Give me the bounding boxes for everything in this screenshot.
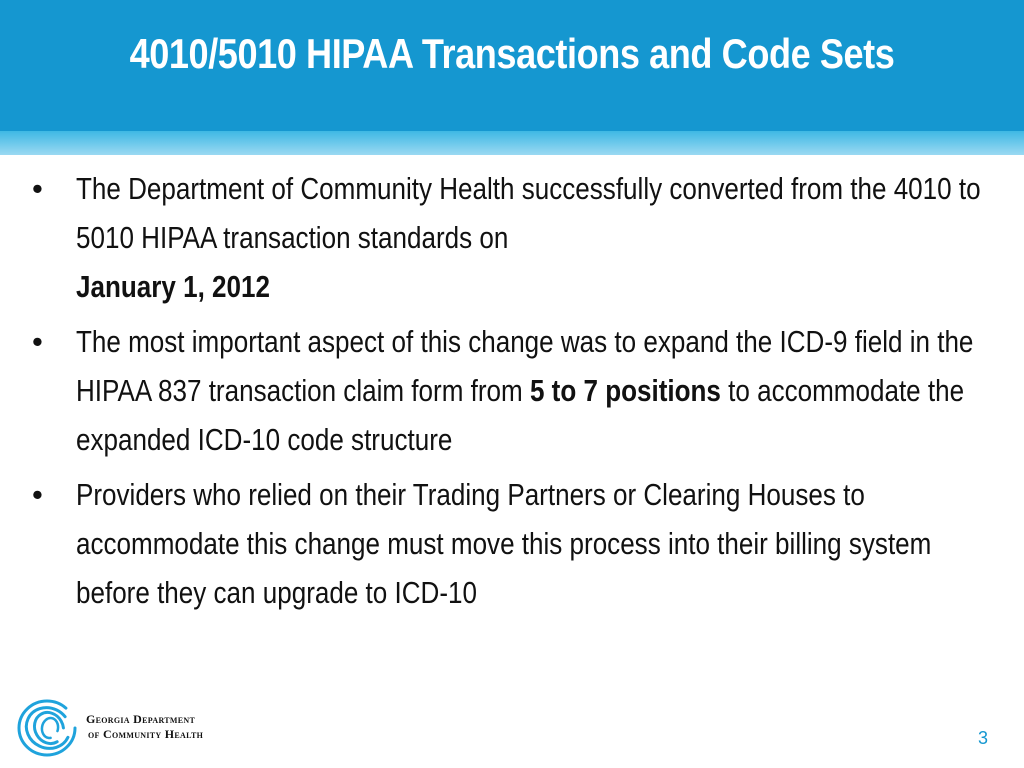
bullet-item-2 xyxy=(30,317,1010,464)
bullet-text-part: The most important aspect of this change was to expand the ICD-9 field in the HIPAA 837 transaction claim form from xyxy=(76,324,974,408)
bullet-text xyxy=(76,164,1000,311)
bullet-icon: • xyxy=(32,477,43,512)
bullet-list xyxy=(30,164,1010,623)
concentric-swirl-logo-icon xyxy=(16,697,78,759)
bullet-icon: • xyxy=(32,324,43,359)
bullet-emphasis: 5 to 7 positions xyxy=(529,373,721,408)
bullet-text-part: The Department of Community Health successfully converted from the 4010 to 5010 HIPAA transaction standards on xyxy=(76,171,981,255)
bullet-item-3 xyxy=(30,470,1010,617)
organization-name xyxy=(86,712,203,742)
title-banner-stripe xyxy=(0,131,1024,155)
organization-name-line-2: of Community Health xyxy=(88,727,204,741)
slide-title: 4010/5010 HIPAA Transactions and Code Sets xyxy=(129,30,895,77)
bullet-text xyxy=(76,470,1000,617)
bullet-emphasis: January 1, 2012 xyxy=(76,269,271,304)
bullet-item-1 xyxy=(30,164,1010,311)
organization-name-line-1: Georgia Department xyxy=(86,712,196,726)
page-number: 3 xyxy=(977,728,988,748)
bullet-text xyxy=(76,317,1000,464)
bullet-text-part: Providers who relied on their Trading Partners or Clearing Houses to accommodate this change must move this process into their billing system before they can upgrade to ICD-10 xyxy=(76,477,932,610)
bullet-text-part: to accommodate the expanded ICD-10 code structure xyxy=(76,373,965,457)
bullet-icon: • xyxy=(32,171,43,206)
